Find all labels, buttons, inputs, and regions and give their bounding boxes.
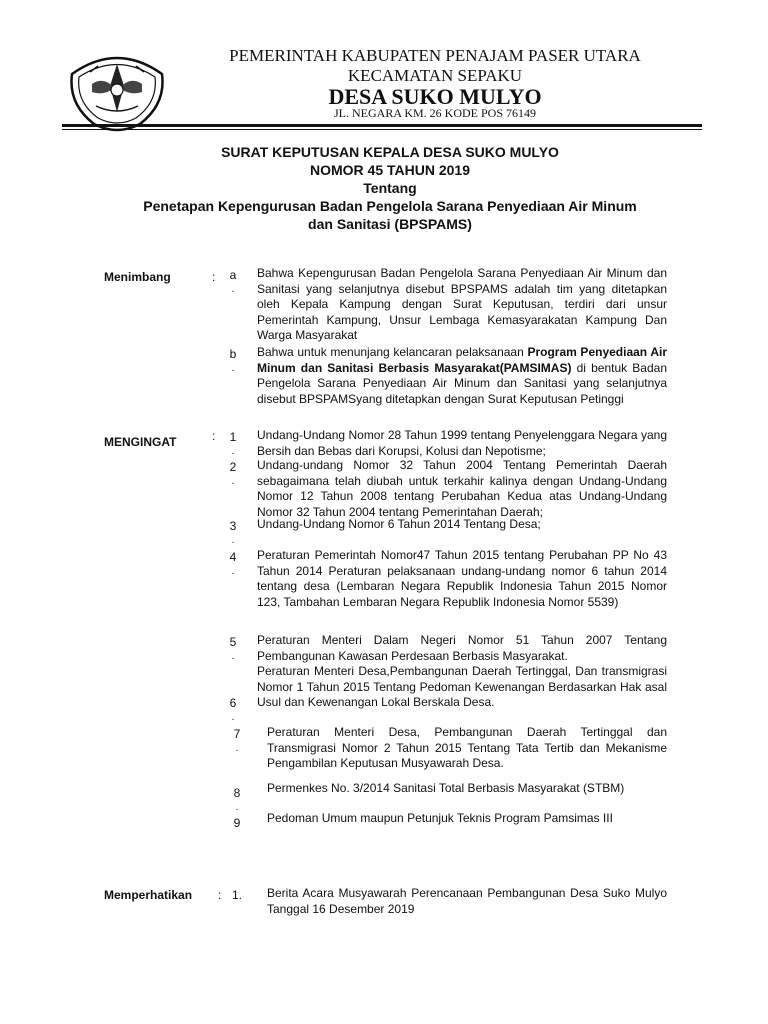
letterhead-rule-thin bbox=[62, 129, 702, 130]
decree-number: NOMOR 45 TAHUN 2019 bbox=[309, 162, 470, 178]
section-colon: : bbox=[218, 888, 222, 902]
letterhead-village: DESA SUKO MULYO bbox=[328, 84, 542, 109]
item-number: 4 . bbox=[229, 550, 237, 577]
letterhead-rule-thick bbox=[62, 124, 702, 127]
mengingat-item-5: Peraturan Menteri Dalam Negeri Nomor 51 Tahun 2007 Tentang Pembangunan Kawasan Perdesaan Berbasis Masyarakat. bbox=[257, 633, 667, 663]
item-number: 8 . bbox=[233, 786, 241, 813]
item-number: 6 . bbox=[229, 696, 237, 723]
letterhead-regency: PEMERINTAH KABUPATEN PENAJAM PASER UTARA bbox=[229, 46, 641, 65]
item-number: b . bbox=[229, 347, 237, 374]
menimbang-item-a: Bahwa Kepengurusan Badan Pengelola Sarana Penyediaan Air Minum dan Sanitasi yang selanjutnya disebut BPSPAMS adalah tim yang ditetapkan oleh Kepala Kampung dengan Surat Keputusan, terdiri dari unsur Pemerintah Kampung, Unsur Lembaga Kemasyarakatan Kampung Dan Warga Masyarakat bbox=[257, 266, 667, 342]
section-label-mengingat: MENGINGAT bbox=[104, 435, 177, 449]
menimbang-item-b: Bahwa untuk menunjang kelancaran pelaksanaan Program Penyediaan Air Minum dan Sanitasi Berbasis Masyarakat(PAMSIMAS) di bentuk Badan Pengelola Sarana Penyediaan Air Minum dan Sanitasi yang selanjutnya disebut BPSPAMSyang ditetapkan dengan Surat Keputusan Petinggi bbox=[257, 345, 668, 406]
item-number: 5 . bbox=[229, 635, 237, 662]
letterhead-district: KECAMATAN SEPAKU bbox=[347, 66, 523, 85]
mengingat-item-8: Permenkes No. 3/2014 Sanitasi Total Berbasis Masyarakat (STBM) bbox=[267, 781, 625, 795]
decree-title: SURAT KEPUTUSAN KEPALA DESA SUKO MULYO bbox=[221, 144, 559, 160]
mengingat-item-3: Undang-Undang Nomor 6 Tahun 2014 Tentang Desa; bbox=[257, 517, 541, 531]
mengingat-item-7: Peraturan Menteri Desa, Pembangunan Daerah Tertinggal dan Transmigrasi Nomor 2 Tahun 2015 Tentang Tata Tertib dan Mekanisme Pengambilan Keputusan Musyawarah Desa. bbox=[267, 725, 667, 770]
mengingat-item-4: Peraturan Pemerintah Nomor47 Tahun 2015 tentang Perubahan PP No 43 Tahun 2014 Peraturan pelaksanaan undang-undang nomor 6 tahun 2014 tentang desa (Lembaran Negara Republik Indonesia Tahun 2015 Nomor 123, Tambahan Lembaran Negara Republik Indonesia Nomor 5539) bbox=[257, 548, 667, 609]
item-number: 1 . bbox=[229, 430, 237, 457]
section-colon: : bbox=[212, 270, 216, 284]
item-number: a . bbox=[229, 268, 237, 295]
mengingat-item-1: Undang-Undang Nomor 28 Tahun 1999 tentang Penyelenggara Negara yang Bersih dan Bebas dari Korupsi, Kolusi dan Nepotisme; bbox=[257, 428, 667, 458]
mengingat-item-9: Pedoman Umum maupun Petunjuk Teknis Program Pamsimas III bbox=[267, 811, 613, 825]
mengingat-item-6: Peraturan Menteri Desa,Pembangunan Daerah Tertinggal, Dan transmigrasi Nomor 1 Tahun 2015 Tentang Pedoman Kewenangan Berdasarkan Hak asal Usul dan Kewenangan Lokal Berskala Desa. bbox=[257, 664, 667, 709]
decree-subject-line-2: dan Sanitasi (BPSPAMS) bbox=[308, 216, 472, 232]
item-number: 9 bbox=[233, 816, 241, 830]
regency-emblem-logo bbox=[62, 44, 172, 136]
section-label-menimbang: Menimbang bbox=[104, 270, 171, 284]
item-number: 3 . bbox=[229, 519, 237, 546]
item-number: 7 . bbox=[233, 727, 241, 754]
item-number: 1. bbox=[232, 888, 243, 902]
section-label-memperhatikan: Memperhatikan bbox=[104, 888, 193, 902]
item-number: 2 . bbox=[229, 460, 237, 487]
mengingat-item-2: Undang-undang Nomor 32 Tahun 2004 Tentang Pemerintah Daerah sebagaimana telah diubah untuk terkahir kalinya dengan Undang-Undang Nomor 12 Tahun 2008 tentang Perubahan Kedua atas Undang-Undang Nomor 32 Tahun 2004 tentang Pemerintahan Daerah; bbox=[257, 458, 667, 519]
decree-about: Tentang bbox=[363, 180, 417, 196]
decree-subject-line-1: Penetapan Kepengurusan Badan Pengelola Sarana Penyediaan Air Minum bbox=[143, 198, 637, 214]
section-colon: : bbox=[212, 429, 216, 443]
memperhatikan-item-1: Berita Acara Musyawarah Perencanaan Pembangunan Desa Suko Mulyo Tanggal 16 Desember 2019 bbox=[267, 886, 667, 916]
letterhead-address: JL. NEGARA KM. 26 KODE POS 76149 bbox=[333, 106, 536, 120]
